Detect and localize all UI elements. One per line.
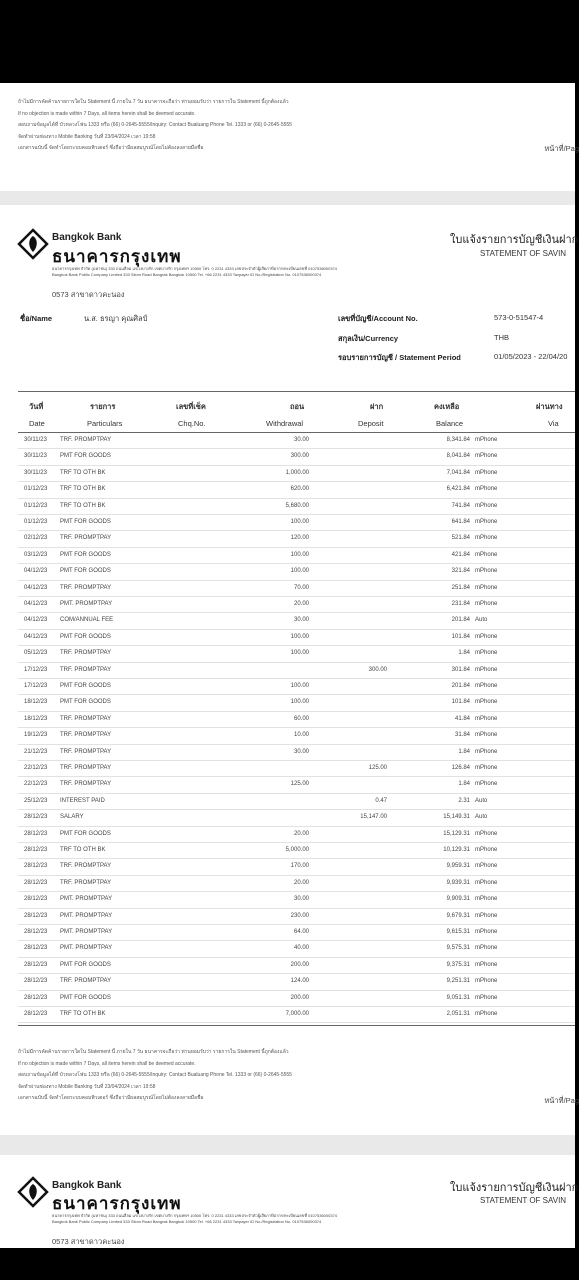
txn-via: mPhone [475,535,498,542]
txn-particulars: TRF TO OTH BK [60,502,106,509]
txn-balance: 9,959.31 [446,863,470,870]
col-balance-th: คงเหลือ [434,402,460,411]
txn-particulars: TRF. PROMPTPAY [60,584,112,591]
txn-via: mPhone [475,486,498,493]
col-via-en: Via [548,419,559,428]
table-row [0,827,575,843]
account-no-label: เลขที่บัญชี/Account No. [338,314,418,323]
table-row [0,597,575,613]
txn-via: mPhone [475,519,498,525]
txn-particulars: TRF. PROMPTPAY [60,781,112,788]
txn-particulars: TRF. PROMPTPAY [60,666,112,673]
txn-withdrawal: 20.00 [293,601,309,607]
col-deposit-th: ฝาก [370,402,384,411]
txn-withdrawal: 10.00 [293,732,309,739]
statement-title-th: ใบแจ้งรายการบัญชีเงินฝาก [450,1182,579,1194]
name-value: น.ส. ธรญา คุณศิลป์ [84,314,148,323]
txn-balance: 251.84 [451,584,470,591]
bottom-black-bar [0,1248,575,1280]
txn-balance: 1.84 [458,781,470,788]
txn-particulars: PMT FOR GOODS [60,568,111,575]
txn-via: mPhone [475,650,498,657]
bank-name-en: Bangkok Bank [52,232,122,243]
currency-label: สกุลเงิน/Currency [338,334,399,343]
txn-via: mPhone [475,830,498,837]
txn-balance: 9,375.31 [446,961,470,968]
txn-particulars: TRF TO OTH BK [60,469,106,476]
account-no-value: 573-0-51547-4 [494,313,544,322]
txn-balance: 9,051.31 [446,994,470,1001]
txn-date: 04/12/23 [24,633,48,640]
txn-via: mPhone [475,896,498,903]
txn-deposit: 300.00 [368,666,387,673]
txn-balance: 2,051.31 [446,1011,470,1017]
txn-particulars: TRF. PROMPTPAY [60,535,112,542]
txn-via: mPhone [475,683,498,689]
txn-date: 02/12/23 [24,535,48,542]
txn-particulars: PMT FOR GOODS [60,519,111,525]
txn-via: mPhone [475,584,498,591]
col-particulars-en: Particulars [87,419,123,428]
txn-particulars: PMT. PROMPTPAY [60,912,113,919]
table-row [0,728,575,744]
statement-period-label: รอบรายการบัญชี / Statement Period [338,353,461,362]
txn-via: mPhone [475,633,498,640]
table-row [0,499,575,515]
txn-balance: 6,421.84 [446,486,470,493]
txn-balance: 1.84 [458,748,470,755]
txn-withdrawal: 5,680.00 [285,502,309,509]
footer-objection-en: If no objection is made within 7 Days, all items herein shall be deemed accurate. [18,110,196,117]
txn-particulars: TRF. PROMPTPAY [60,978,112,985]
txn-date: 28/12/23 [24,945,48,952]
bank-address-en: Bangkok Bank Public Company Limited 333 Silom Road Bangrak Bangkok 10500 Tel. +66 2231 4333 Taxpayer ID No./Registration No. 0107536000374 [52,1219,322,1224]
branch-name: 0573 สาขาดาวคะนอง [52,1237,125,1246]
txn-via: mPhone [475,469,498,476]
txn-via: mPhone [475,863,498,870]
txn-date: 17/12/23 [24,666,48,673]
txn-via: Auto [475,814,488,821]
txn-withdrawal: 5,000.00 [285,847,309,853]
txn-withdrawal: 30.00 [293,896,309,903]
txn-balance: 9,251.31 [446,978,470,985]
bank-name-th: ธนาคารกรุงเทพ [52,247,182,266]
col-date-th: วันที่ [29,402,44,411]
table-row [0,548,575,564]
txn-withdrawal: 200.00 [290,961,309,968]
table-row [0,777,575,793]
table-row [0,679,575,695]
txn-particulars: PMT. PROMPTPAY [60,896,113,903]
txn-particulars: PMT FOR GOODS [60,994,111,1001]
txn-particulars: TRF. PROMPTPAY [60,715,112,722]
top-black-bar [0,0,575,83]
table-row [0,613,575,629]
txn-date: 30/11/23 [24,453,47,460]
txn-via: mPhone [475,748,498,755]
table-row [0,941,575,957]
txn-balance: 9,679.31 [446,912,470,919]
txn-via: mPhone [475,978,498,985]
table-row [0,433,575,449]
txn-particulars: PMT. PROMPTPAY [60,929,113,935]
txn-balance: 521.84 [451,535,470,542]
txn-particulars: INTEREST PAID [60,797,105,804]
txn-deposit: 0.47 [375,797,387,804]
row-divider [18,1022,575,1023]
txn-particulars: PMT FOR GOODS [60,453,111,460]
txn-via: Auto [475,617,488,624]
col-withdrawal-th: ถอน [290,402,305,411]
txn-withdrawal: 100.00 [290,568,309,575]
table-row [0,466,575,482]
txn-withdrawal: 20.00 [293,879,309,886]
table-row [0,646,575,662]
txn-date: 17/12/23 [24,683,48,689]
bangkok-bank-logo-icon [18,229,48,259]
txn-withdrawal: 100.00 [290,683,309,689]
table-row [0,1007,575,1023]
currency-value: THB [494,333,509,342]
footer-inquiry: สอบถามข้อมูลได้ที่ บัวหลวงโฟน 1333 หรือ (66) 0-2645-5555/Inquiry: Contact Bualuang Phone Tel. 1333 or (66) 0-2645-5555 [18,1072,292,1078]
txn-via: mPhone [475,715,498,722]
col-particulars-th: รายการ [90,402,116,411]
table-row [0,761,575,777]
txn-date: 01/12/23 [24,519,48,525]
txn-balance: 15,129.31 [443,830,470,837]
statement-page-2 [0,205,579,1135]
txn-withdrawal: 100.00 [290,519,309,525]
txn-date: 21/12/23 [24,748,48,755]
txn-particulars: TRF. PROMPTPAY [60,732,112,739]
txn-withdrawal: 100.00 [290,551,309,558]
footer-inquiry: สอบถามข้อมูลได้ที่ บัวหลวงโฟน 1333 หรือ (66) 0-2645-5555/Inquiry: Contact Bualuang Phone Tel. 1333 or (66) 0-2645-5555 [18,122,292,128]
footer-generated: จัดทำผ่านช่องทาง Mobile Banking วันที่ 23/04/2024 เวลา 19:58 [18,1083,156,1090]
txn-via: mPhone [475,879,498,886]
txn-date: 28/12/23 [24,830,48,837]
table-row [0,564,575,580]
table-row [0,695,575,711]
table-row [0,859,575,875]
footer-objection-th: ถ้าไม่มีการคัดค้านรายการใดใน Statement นี้ ภายใน 7 วัน ธนาคารจะถือว่า ท่านยอมรับว่า รายการใน Statement นี้ถูกต้องแล้ว [18,1049,289,1055]
table-row [0,745,575,761]
txn-particulars: SALARY [60,814,84,821]
txn-balance: 9,615.31 [446,929,470,935]
transaction-rows [0,433,575,1023]
txn-balance: 741.84 [451,502,470,509]
table-row [0,515,575,531]
footer-objection-th: ถ้าไม่มีการคัดค้านรายการใดใน Statement นี้ ภายใน 7 วัน ธนาคารจะถือว่า ท่านยอมรับว่า รายการใน Statement นี้ถูกต้องแล้ว [18,99,289,105]
txn-particulars: PMT FOR GOODS [60,699,111,706]
txn-via: mPhone [475,847,498,853]
col-balance-en: Balance [436,419,464,428]
txn-date: 18/12/23 [24,715,48,722]
txn-particulars: PMT FOR GOODS [60,683,111,689]
txn-withdrawal: 100.00 [290,633,309,640]
table-row [0,712,575,728]
txn-date: 04/12/23 [24,568,48,575]
txn-date: 25/12/23 [24,797,48,804]
txn-balance: 8,041.84 [446,453,470,460]
txn-date: 03/12/23 [24,551,48,558]
txn-via: mPhone [475,502,498,509]
txn-particulars: PMT FOR GOODS [60,961,111,968]
statement-title-th: ใบแจ้งรายการบัญชีเงินฝาก [450,234,579,246]
col-deposit-en: Deposit [358,419,384,428]
txn-particulars: TRF. PROMPTPAY [60,879,112,886]
table-row [0,991,575,1007]
col-chq-en: Chq.No. [178,419,206,428]
txn-date: 18/12/23 [24,699,48,706]
txn-via: mPhone [475,765,498,771]
col-withdrawal-en: Withdrawal [266,419,304,428]
txn-balance: 41.84 [454,715,470,722]
txn-withdrawal: 620.00 [290,486,309,493]
statement-title-en: STATEMENT OF SAVIN [480,1196,567,1205]
txn-withdrawal: 64.00 [293,929,309,935]
txn-date: 28/12/23 [24,929,48,935]
txn-date: 28/12/23 [24,814,48,821]
txn-via: mPhone [475,568,498,575]
bank-name-th: ธนาคารกรุงเทพ [52,1194,182,1213]
txn-withdrawal: 30.00 [293,617,309,624]
txn-via: mPhone [475,666,498,673]
txn-via: mPhone [475,699,498,706]
bank-address-th: ธนาคารกรุงเทพ จำกัด (มหาชน) 333 ถนนสีลม แขวงบางรัก เขตบางรัก กรุงเทพฯ 10500 โทร. 0 2231 4333 เลขประจำตัวผู้เสียภาษีอากร/ทะเบียนเลขที่ 0107536000374 [52,1213,338,1218]
txn-withdrawal: 20.00 [293,830,309,837]
table-row [0,810,575,826]
txn-deposit: 15,147.00 [360,814,387,821]
txn-balance: 421.84 [451,551,470,558]
table-row [0,581,575,597]
table-row [0,958,575,974]
txn-via: mPhone [475,732,498,739]
txn-via: mPhone [475,961,498,968]
name-label: ชื่อ/Name [20,314,53,323]
txn-particulars: PMT FOR GOODS [60,633,111,640]
page-gap [0,191,575,205]
txn-withdrawal: 7,000.00 [285,1011,309,1017]
txn-via: mPhone [475,929,498,935]
txn-date: 30/11/23 [24,469,47,476]
txn-balance: 231.84 [451,601,470,607]
table-row [0,925,575,941]
txn-date: 30/11/23 [24,437,47,443]
txn-withdrawal: 30.00 [293,748,309,755]
txn-balance: 101.84 [451,633,470,640]
txn-date: 04/12/23 [24,617,48,624]
txn-date: 01/12/23 [24,486,48,493]
txn-balance: 201.84 [451,683,470,689]
table-row [0,876,575,892]
txn-particulars: TRF TO OTH BK [60,1011,106,1017]
txn-date: 28/12/23 [24,978,48,985]
txn-date: 28/12/23 [24,1011,48,1017]
footer-computer-generated: เอกสารฉบับนี้ จัดทำโดยระบบคอมพิวเตอร์ ซึ่งถือว่ามีผลสมบูรณ์โดยไม่ต้องลงลายมือชื่อ [18,145,204,151]
txn-withdrawal: 30.00 [293,437,309,443]
page-gap [0,1135,575,1155]
table-row [0,794,575,810]
table-row [0,482,575,498]
txn-date: 28/12/23 [24,863,48,870]
col-chq-th: เลขที่เช็ค [176,402,206,411]
txn-balance: 101.84 [451,699,470,706]
txn-deposit: 125.00 [368,765,387,771]
txn-balance: 1.84 [458,650,470,657]
txn-withdrawal: 60.00 [293,715,309,722]
table-row [0,843,575,859]
bank-address-en: Bangkok Bank Public Company Limited 333 Silom Road Bangrak Bangkok 10500 Tel. +66 2231 4333 Taxpayer ID No./Registration No. 0107536000374 [52,272,322,277]
txn-withdrawal: 120.00 [290,535,309,542]
txn-particulars: TRF. PROMPTPAY [60,650,112,657]
bank-address-th: ธนาคารกรุงเทพ จำกัด (มหาชน) 333 ถนนสีลม แขวงบางรัก เขตบางรัก กรุงเทพฯ 10500 โทร. 0 2231 4333 เลขประจำตัวผู้เสียภาษีอากร/ทะเบียนเลขที่ 0107536000374 [52,266,338,271]
txn-date: 28/12/23 [24,994,48,1001]
txn-via: mPhone [475,781,498,788]
page-number-label: หน้าที่/Pag [544,144,579,153]
table-row [0,892,575,908]
txn-balance: 126.84 [451,765,470,771]
txn-balance: 8,341.84 [446,437,470,443]
txn-particulars: TRF TO OTH BK [60,486,106,493]
txn-withdrawal: 100.00 [290,699,309,706]
txn-via: mPhone [475,437,498,443]
txn-withdrawal: 124.00 [290,978,309,985]
txn-particulars: TRF TO OTH BK [60,847,106,853]
txn-withdrawal: 300.00 [290,453,309,460]
txn-withdrawal: 170.00 [290,863,309,870]
txn-date: 28/12/23 [24,896,48,903]
txn-via: mPhone [475,945,498,952]
txn-date: 19/12/23 [24,732,48,739]
txn-particulars: PMT. PROMPTPAY [60,945,113,952]
txn-date: 22/12/23 [24,781,48,788]
table-row [0,663,575,679]
txn-particulars: TRF. PROMPTPAY [60,863,112,870]
statement-period-value: 01/05/2023 - 22/04/20 [494,352,568,361]
txn-via: mPhone [475,1011,498,1017]
txn-balance: 7,041.84 [446,469,470,476]
txn-balance: 641.84 [451,519,470,525]
txn-particulars: PMT FOR GOODS [60,830,111,837]
statement-title-en: STATEMENT OF SAVIN [480,249,567,258]
txn-particulars: PMT FOR GOODS [60,551,111,558]
footer-computer-generated: เอกสารฉบับนี้ จัดทำโดยระบบคอมพิวเตอร์ ซึ่งถือว่ามีผลสมบูรณ์โดยไม่ต้องลงลายมือชื่อ [18,1095,204,1101]
statement-footer [18,97,579,155]
table-row [0,974,575,990]
col-via-th: ผ่านทาง [536,402,563,411]
txn-balance: 9,939.31 [446,879,470,886]
txn-date: 04/12/23 [24,584,48,591]
statement-footer [18,1047,579,1105]
table-row [0,449,575,465]
branch-name: 0573 สาขาดาวคะนอง [52,290,125,299]
footer-generated: จัดทำผ่านช่องทาง Mobile Banking วันที่ 23/04/2024 เวลา 19:58 [18,133,156,140]
txn-withdrawal: 100.00 [290,650,309,657]
txn-balance: 9,575.31 [446,945,470,952]
txn-balance: 31.84 [454,732,470,739]
table-top-rule [18,391,575,392]
footer-objection-en: If no objection is made within 7 Days, all items herein shall be deemed accurate. [18,1060,196,1067]
bangkok-bank-logo-icon [18,1177,48,1207]
txn-date: 04/12/23 [24,601,48,607]
txn-balance: 201.84 [451,617,470,624]
txn-particulars: TRF. PROMPTPAY [60,437,112,443]
txn-balance: 9,909.31 [446,896,470,903]
txn-withdrawal: 40.00 [293,945,309,952]
txn-date: 28/12/23 [24,879,48,886]
table-row [0,909,575,925]
table-bottom-rule [18,1025,575,1026]
txn-balance: 301.84 [451,666,470,673]
txn-date: 28/12/23 [24,961,48,968]
txn-date: 28/12/23 [24,847,48,853]
statement-page-3-header [0,1155,579,1248]
txn-via: mPhone [475,551,498,558]
col-date-en: Date [29,419,45,428]
table-row [0,630,575,646]
txn-withdrawal: 125.00 [290,781,309,788]
page-number-label: หน้าที่/Pag [544,1096,579,1105]
page-1-footer-section [0,83,579,191]
txn-date: 28/12/23 [24,912,48,919]
table-row [0,531,575,547]
txn-particulars: TRF. PROMPTPAY [60,765,112,771]
txn-via: mPhone [475,994,498,1001]
txn-balance: 15,149.31 [443,814,470,821]
txn-via: mPhone [475,453,498,460]
txn-particulars: PMT. PROMPTPAY [60,601,113,607]
txn-via: mPhone [475,912,498,919]
txn-balance: 321.84 [451,568,470,575]
txn-via: Auto [475,797,488,804]
txn-via: mPhone [475,601,498,607]
txn-withdrawal: 200.00 [290,994,309,1001]
txn-withdrawal: 230.00 [290,912,309,919]
txn-date: 22/12/23 [24,765,48,771]
txn-withdrawal: 1,000.00 [285,469,309,476]
txn-date: 05/12/23 [24,650,48,657]
txn-particulars: TRF. PROMPTPAY [60,748,112,755]
txn-withdrawal: 70.00 [293,584,309,591]
txn-balance: 10,129.31 [443,847,470,853]
bank-name-en: Bangkok Bank [52,1180,122,1191]
txn-particulars: COM/ANNUAL FEE [60,617,114,624]
txn-date: 01/12/23 [24,502,48,509]
txn-balance: 2.31 [458,797,470,804]
